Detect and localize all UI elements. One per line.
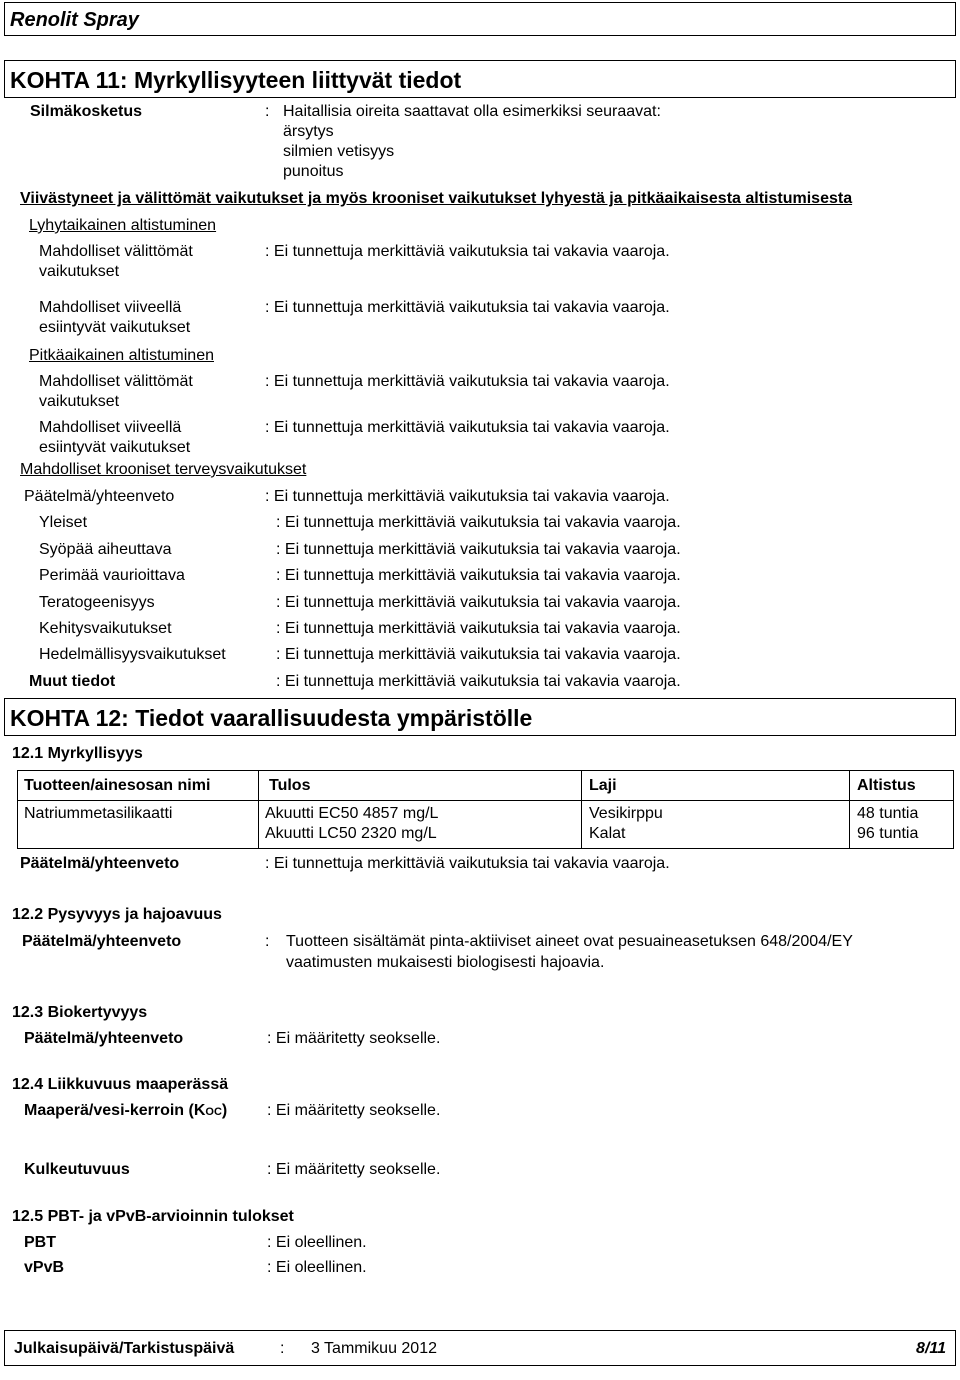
effect-label: Mahdolliset viiveellä — [39, 299, 182, 316]
effect-label: vaikutukset — [39, 393, 120, 410]
persistence-colon: : — [265, 933, 270, 950]
effect-label: esiintyvät vaikutukset — [39, 319, 191, 336]
other-info-value: : Ei tunnettuja merkittäviä vaikutuksia tai vakavia vaaroja. — [276, 673, 681, 690]
section-12-heading-box — [4, 698, 956, 736]
persistence-line: vaatimusten mukaisesti biologisesti hajoavia. — [286, 954, 605, 971]
effect-label: Mahdolliset viiveellä — [39, 419, 182, 436]
chronic-effect-label: Perimää vaurioittava — [39, 567, 185, 584]
product-name: Renolit Spray — [10, 9, 139, 31]
toxicity-conclusion-label: Päätelmä/yhteenveto — [20, 855, 180, 872]
chronic-effect-value: : Ei tunnettuja merkittäviä vaikutuksia tai vakavia vaaroja. — [276, 541, 681, 558]
table-cell-result: Akuutti LC50 2320 mg/L — [265, 825, 437, 842]
toxicity-conclusion-value: : Ei tunnettuja merkittäviä vaikutuksia tai vakavia vaaroja. — [265, 855, 670, 872]
document-header — [4, 2, 956, 36]
section-11-title: KOHTA 11: Myrkyllisyyteen liittyvät tiedot — [10, 67, 462, 93]
persistence-label: Päätelmä/yhteenveto — [22, 933, 182, 950]
bioaccumulation-heading: 12.3 Biokertyvyys — [12, 1004, 148, 1021]
effect-value: : Ei tunnettuja merkittäviä vaikutuksia tai vakavia vaaroja. — [265, 299, 670, 316]
effect-label: esiintyvät vaikutukset — [39, 439, 191, 456]
toxicity-heading: 12.1 Myrkyllisyys — [12, 745, 143, 762]
chronic-effect-label: Teratogeenisyys — [39, 594, 155, 611]
chronic-conclusion-value: : Ei tunnettuja merkittäviä vaikutuksia tai vakavia vaaroja. — [265, 488, 670, 505]
eye-contact-line: Haitallisia oireita saattavat olla esimerkiksi seuraavat: — [283, 103, 661, 120]
bioaccumulation-value: : Ei määritetty seokselle. — [267, 1030, 441, 1047]
effect-value: : Ei tunnettuja merkittäviä vaikutuksia tai vakavia vaaroja. — [265, 419, 670, 436]
table-cell-species: Kalat — [589, 825, 626, 842]
eye-contact-line: ärsytys — [283, 123, 334, 140]
bioaccumulation-label: Päätelmä/yhteenveto — [24, 1030, 184, 1047]
short-term-heading: Lyhytaikainen altistuminen — [29, 217, 217, 234]
chronic-effect-label: Kehitysvaikutukset — [39, 620, 172, 637]
eye-contact-line: punoitus — [283, 163, 344, 180]
persistence-line: Tuotteen sisältämät pinta-aktiiviset aineet ovat pesuaineasetuksen 648/2004/EY — [286, 933, 853, 950]
chronic-effect-label: Syöpää aiheuttava — [39, 541, 172, 558]
pbt-label: PBT — [24, 1234, 56, 1251]
chronic-effect-value: : Ei tunnettuja merkittäviä vaikutuksia tai vakavia vaaroja. — [276, 620, 681, 637]
mobility-label: Kulkeutuvuus — [24, 1161, 130, 1178]
mobility-heading: 12.4 Liikkuvuus maaperässä — [12, 1076, 229, 1093]
section-12-title: KOHTA 12: Tiedot vaarallisuudesta ympäristölle — [10, 705, 533, 731]
eye-contact-colon: : — [265, 103, 270, 120]
eye-contact-line: silmien vetisyys — [283, 143, 395, 160]
table-cell-name: Natriummetasilikaatti — [24, 805, 173, 822]
effect-value: : Ei tunnettuja merkittäviä vaikutuksia tai vakavia vaaroja. — [265, 243, 670, 260]
mobility-value: : Ei määritetty seokselle. — [267, 1161, 441, 1178]
long-term-heading: Pitkäaikainen altistuminen — [29, 347, 214, 364]
table-cell-exposure: 96 tuntia — [857, 825, 919, 842]
column-header: Tulos — [269, 777, 311, 794]
issue-date-colon: : — [280, 1340, 285, 1357]
column-header: Altistus — [857, 777, 916, 794]
chronic-effect-label: Yleiset — [39, 514, 88, 531]
table-cell-species: Vesikirppu — [589, 805, 663, 822]
section-11-heading-box — [4, 60, 956, 98]
vpvb-value: : Ei oleellinen. — [267, 1259, 367, 1276]
chronic-effect-value: : Ei tunnettuja merkittäviä vaikutuksia tai vakavia vaaroja. — [276, 567, 681, 584]
pbt-heading: 12.5 PBT- ja vPvB-arvioinnin tulokset — [12, 1208, 294, 1225]
toxicity-table — [17, 770, 954, 849]
chronic-effect-value: : Ei tunnettuja merkittäviä vaikutuksia tai vakavia vaaroja. — [276, 594, 681, 611]
effect-label: Mahdolliset välittömät — [39, 243, 193, 260]
table-cell-exposure: 48 tuntia — [857, 805, 919, 822]
chronic-conclusion-label: Päätelmä/yhteenveto — [24, 488, 175, 505]
effect-label: Mahdolliset välittömät — [39, 373, 193, 390]
vpvb-label: vPvB — [24, 1259, 65, 1276]
column-header: Laji — [589, 777, 617, 794]
column-header: Tuotteen/ainesosan nimi — [24, 777, 211, 794]
page-number: 8/11 — [916, 1340, 946, 1357]
effect-label: vaikutukset — [39, 263, 120, 280]
table-cell-result: Akuutti EC50 4857 mg/L — [265, 805, 439, 822]
effect-value: : Ei tunnettuja merkittäviä vaikutuksia tai vakavia vaaroja. — [265, 373, 670, 390]
other-info-label: Muut tiedot — [29, 673, 116, 690]
delayed-effects-heading: Viivästyneet ja välittömät vaikutukset ja myös krooniset vaikutukset lyhyestä ja pitkäaikaisesta altistumisesta — [20, 190, 853, 207]
persistence-heading: 12.2 Pysyvyys ja hajoavuus — [12, 906, 222, 923]
chronic-heading: Mahdolliset krooniset terveysvaikutukset — [20, 461, 307, 478]
document-footer — [4, 1330, 956, 1366]
pbt-value: : Ei oleellinen. — [267, 1234, 367, 1251]
partition-coefficient-value: : Ei määritetty seokselle. — [267, 1102, 441, 1119]
issue-date-label: Julkaisupäivä/Tarkistuspäivä — [14, 1340, 235, 1357]
chronic-effect-value: : Ei tunnettuja merkittäviä vaikutuksia tai vakavia vaaroja. — [276, 646, 681, 663]
chronic-effect-value: : Ei tunnettuja merkittäviä vaikutuksia tai vakavia vaaroja. — [276, 514, 681, 531]
issue-date-value: 3 Tammikuu 2012 — [311, 1340, 437, 1357]
chronic-effect-label: Hedelmällisyysvaikutukset — [39, 646, 226, 663]
eye-contact-label: Silmäkosketus — [30, 103, 143, 120]
partition-coefficient-label: Maaperä/vesi-kerroin (KOC) — [24, 1102, 228, 1119]
